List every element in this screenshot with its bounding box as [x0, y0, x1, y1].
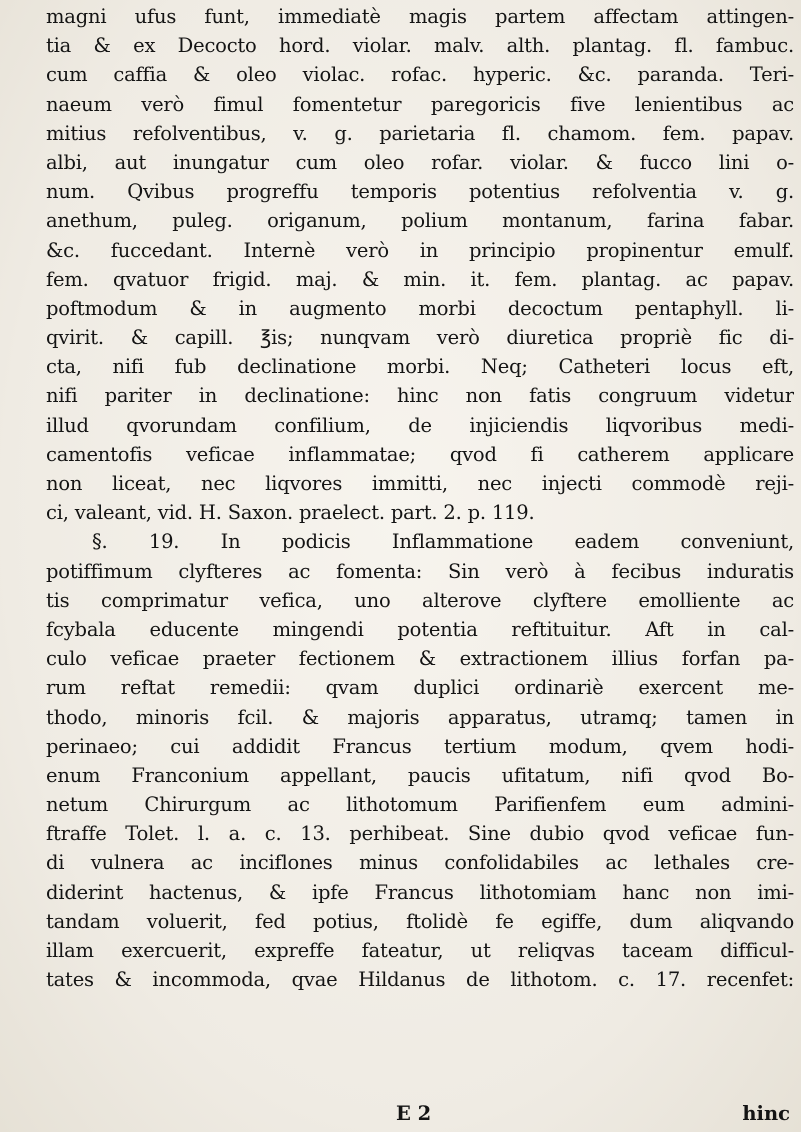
text-line: magni ufus funt, immediatè magis partem affectam attingen- [46, 5, 794, 28]
text-line: naeum verò fimul fomentetur paregoricis five lenientibus ac [46, 92, 794, 116]
paragraph-line: tis comprimatur vefica, uno alterove clyftere emolliente ac [46, 588, 794, 612]
paragraph-line: ftraffe Tolet. l. a. c. 13. perhibeat. Sine dubio qvod veficae fun- [46, 822, 794, 846]
text-line: illud qvorundam confilium, de injiciendis liqvoribus medi- [46, 413, 794, 437]
text-line: anethum, puleg. origanum, polium montanum, farina fabar. [46, 209, 794, 233]
paragraph-line: tates & incommoda, qvae Hildanus de lithotom. c. 17. recenfet: [46, 968, 794, 992]
text-line: albi, aut inungatur cum oleo rofar. violar. & fucco lini o- [46, 150, 794, 174]
paragraph-line: netum Chirurgum ac lithotomum Parifienfem eum admini- [46, 793, 794, 817]
text-line: tia & ex Decocto hord. violar. malv. alth. plantag. fl. fambuc. [46, 34, 794, 58]
paragraph-line: rum reftat remedii: qvam duplici ordinariè exercent me- [46, 676, 794, 700]
text-line: num. Qvibus progreffu temporis potentius refolventia v. g. [46, 180, 794, 204]
paragraph-line: tandam voluerit, fed potius, ftolidè fe egiffe, dum aliqvando [46, 909, 794, 933]
paragraph-line: illam exercuerit, expreffe fateatur, ut reliqvas taceam difficul- [46, 939, 794, 962]
paragraph-line: fcybala educente mingendi potentia reftituitur. Aft in cal- [46, 617, 794, 641]
text-line: fem. qvatuor frigid. maj. & min. it. fem. plantag. ac papav. [46, 267, 794, 291]
paragraph-line: diderint hactenus, & ipfe Francus lithotomiam hanc non imi- [46, 880, 794, 904]
catchword: hinc [742, 1102, 790, 1125]
paragraph-line: §. 19. In podicis Inflammatione eadem conveniunt, [92, 530, 794, 554]
body-text [46, 2, 794, 994]
paragraph-line: perinaeo; cui addidit Francus tertium modum, qvem hodi- [46, 734, 794, 758]
page-footer [46, 1102, 794, 1130]
text-line: camentofis veficae inflammatae; qvod fi catherem applicare [46, 442, 794, 466]
text-line: poftmodum & in augmento morbi decoctum pentaphyll. li- [46, 296, 794, 320]
signature-mark: E 2 [396, 1102, 432, 1125]
text-line: &c. fuccedant. Internè verò in principio propinentur emulf. [46, 238, 794, 262]
text-line: ci, valeant, vid. H. Saxon. praelect. part. 2. p. 119. [46, 501, 535, 525]
text-line: mitius refolventibus, v. g. parietaria fl. chamom. fem. papav. [46, 121, 794, 145]
paragraph-line: thodo, minoris fcil. & majoris apparatus, utramq; tamen in [46, 705, 794, 729]
text-line: cum caffia & oleo violac. rofac. hyperic. &c. paranda. Teri- [46, 63, 794, 87]
paragraph-line: di vulnera ac inciflones minus confolidabiles ac lethales cre- [46, 851, 794, 875]
paragraph-line: potiffimum clyfteres ac fomenta: Sin verò à fecibus induratis [46, 559, 794, 583]
text-line: non liceat, nec liqvores immitti, nec injecti commodè reji- [46, 472, 794, 495]
text-line: nifi pariter in declinatione: hinc non fatis congruum videtur [46, 384, 794, 408]
paragraph-line: enum Franconium appellant, paucis ufitatum, nifi qvod Bo- [46, 763, 794, 787]
text-line: cta, nifi fub declinatione morbi. Neq; Catheteri locus eft, [46, 355, 794, 379]
paragraph-line: culo veficae praeter fectionem & extractionem illius forfan pa- [46, 647, 794, 671]
text-line: qvirit. & capill. ℥is; nunqvam verò diuretica propriè fic di- [46, 326, 794, 350]
